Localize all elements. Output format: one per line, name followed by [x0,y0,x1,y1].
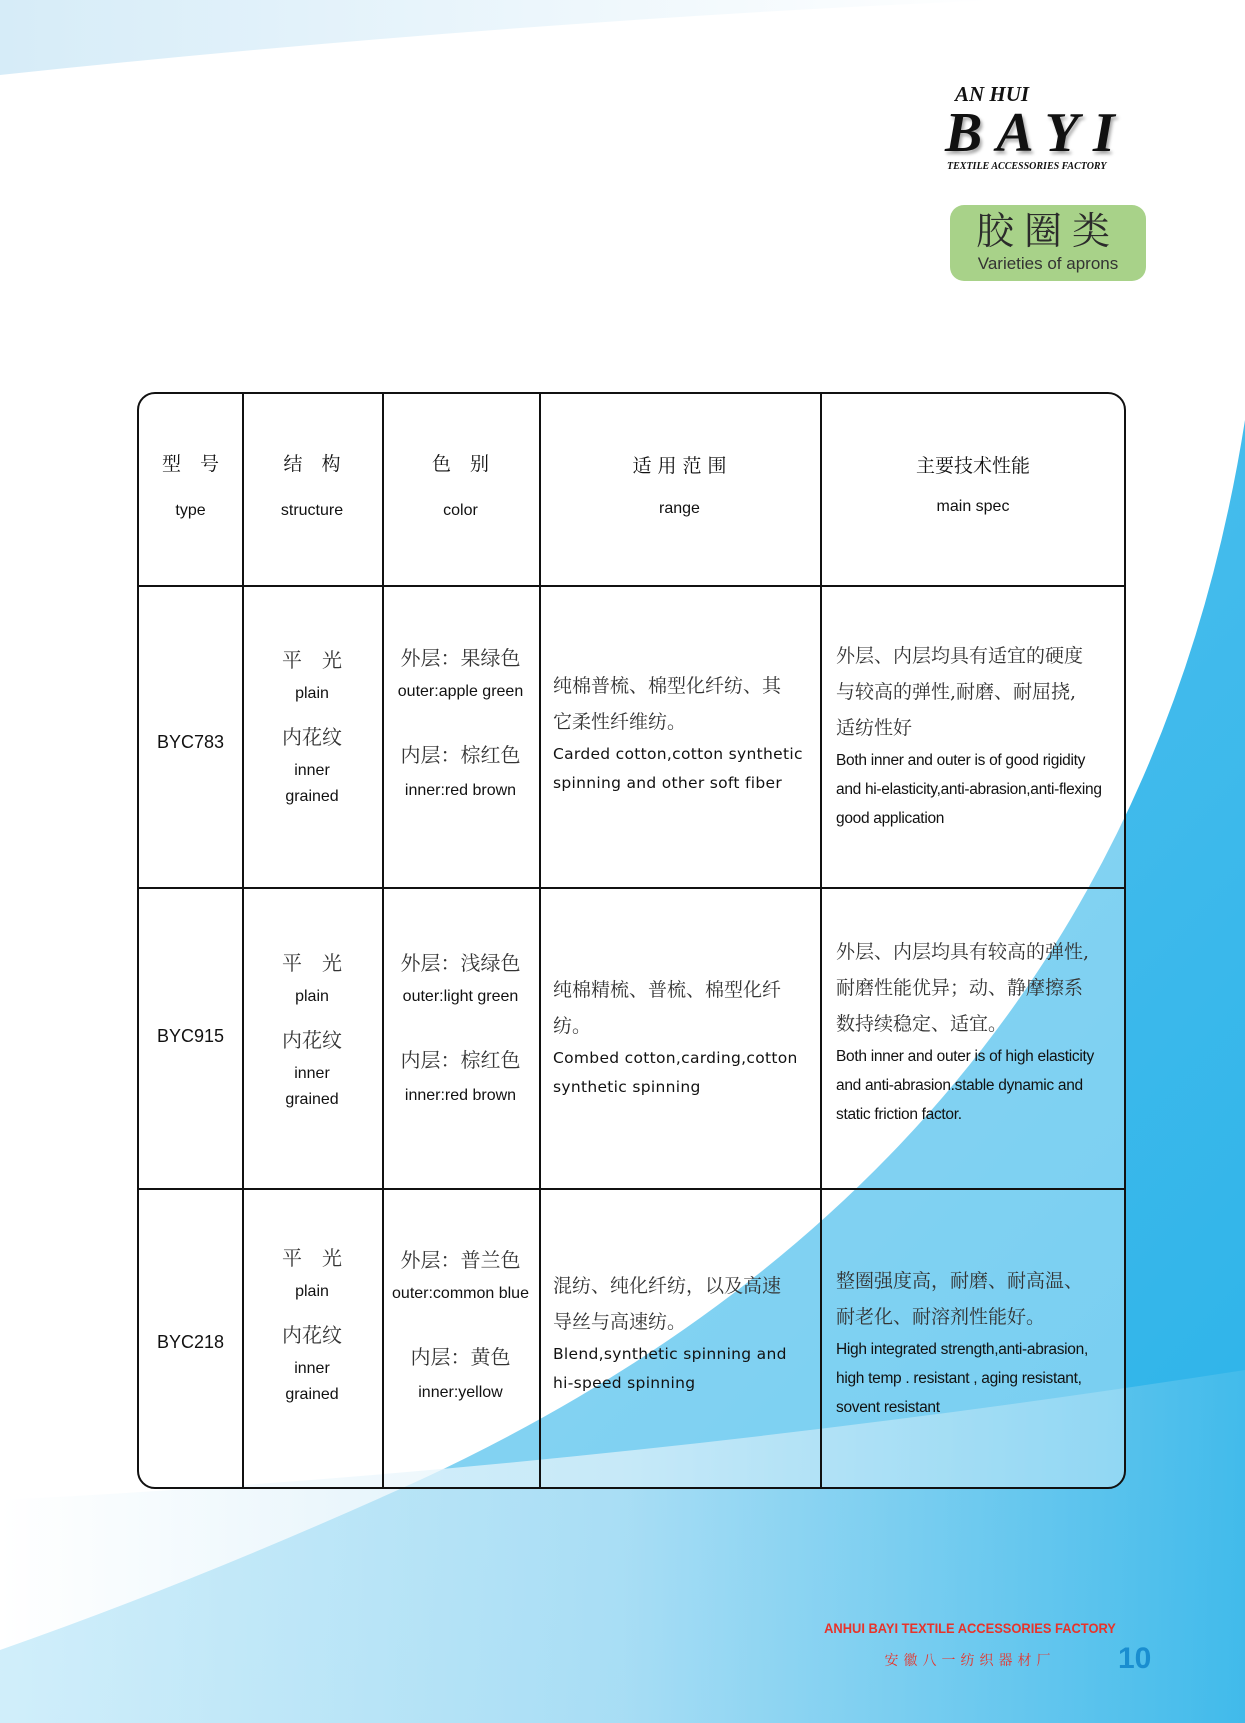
spec-cn: 外层、内层均具有较高的弹性, [836,941,1090,963]
header-en: color [443,502,478,519]
range-cn: 导丝与高速纺。 [553,1311,687,1333]
page-number: 10 [1118,1642,1152,1675]
row-divider [139,585,1124,587]
spec-cell [836,1263,1124,1422]
header-range [539,451,820,518]
category-badge [950,205,1146,281]
header-type [139,449,242,520]
column-divider [820,394,822,1487]
spec-cn: 与较高的弹性,耐磨、耐屈挠, [836,681,1077,703]
color-inner-en: inner:yellow [418,1384,503,1401]
category-title-cn: 胶圈类 [975,209,1120,253]
structure-en: plain [295,685,329,702]
spec-cn: 整圈强度高，耐磨、耐高温、 [836,1270,1084,1292]
row-divider [139,887,1124,889]
footer-company-en: ANHUI BAYI TEXTILE ACCESSORIES FACTORY [824,1620,1116,1636]
spec-cell [836,638,1124,833]
color-outer-cn: 外层：果绿色 [400,646,521,670]
color-outer-cn: 外层：浅绿色 [400,951,521,975]
spec-en: static friction factor. [836,1106,962,1123]
structure-cn: 内花纹 [282,725,342,749]
structure-cell [242,644,382,806]
color-inner-cn: 内层：棕红色 [400,1048,521,1072]
column-divider [539,394,541,1487]
spec-cn: 适纺性好 [836,717,913,739]
range-en: Blend,synthetic spinning and [553,1345,787,1363]
structure-cn: 内花纹 [282,1028,342,1052]
structure-cn: 平 光 [282,1246,342,1270]
type-cell: BYC783 [156,732,225,752]
color-outer-en: outer:apple green [397,683,524,700]
color-cell [382,947,539,1105]
header-en: range [659,500,700,517]
footer-company-cn: 安徽八一纺织器材厂 [884,1653,1056,1669]
spec-cn: 数持续稳定、适宜。 [836,1013,1008,1035]
category-title-en: Varieties of aprons [977,254,1119,273]
spec-en: and anti-abrasion.stable dynamic and [836,1077,1083,1094]
row-divider [139,1188,1124,1190]
header-cn: 色 别 [431,453,489,475]
range-cn: 混纺、纯化纤纺，以及高速 [553,1275,782,1297]
range-cn: 纯棉普梳、棉型化纤纺、其 [553,675,782,697]
company-logo [945,83,1145,172]
spec-en: sovent resistant [836,1399,940,1416]
spec-cn: 耐老化、耐溶剂性能好。 [836,1306,1046,1328]
header-color [382,449,539,520]
color-outer-en: outer:light green [402,988,519,1005]
range-cell [553,668,815,798]
structure-en: inner [294,1065,330,1082]
type-cell: BYC915 [156,1026,225,1046]
structure-en: grained [285,1386,339,1403]
header-main-spec [820,451,1126,516]
type-cell: BYC218 [156,1332,225,1352]
color-inner-en: inner:red brown [404,1087,517,1104]
header-cn: 结 构 [283,453,341,475]
structure-en: inner [294,762,330,779]
range-en: Carded cotton,cotton synthetic [553,745,803,763]
structure-cell [242,947,382,1109]
header-en: main spec [936,498,1010,515]
range-en: Combed cotton,carding,cotton [553,1049,798,1067]
logo-main-text: BAYI [945,102,1129,164]
spec-table [137,392,1126,1489]
color-outer-en: outer:common blue [392,1285,529,1302]
range-en: spinning and other soft fiber [553,774,783,792]
structure-en: plain [295,988,329,1005]
logo-top-text: AN HUI [955,82,1030,106]
range-en: hi-speed spinning [553,1374,696,1392]
spec-en: and hi-elasticity,anti-abrasion,anti-flexing [836,781,1102,798]
logo-sub-text: TEXTILE ACCESSORIES FACTORY [947,161,1107,172]
header-cn: 适 用 范 围 [632,455,727,477]
header-en: type [175,502,206,519]
header-cn: 主要技术性能 [915,455,1030,477]
structure-cn: 平 光 [282,648,342,672]
range-cell [553,972,815,1102]
structure-en: grained [285,1091,339,1108]
color-inner-cn: 内层：黄色 [410,1345,511,1369]
color-outer-cn: 外层：普兰色 [400,1248,521,1272]
color-cell [382,642,539,800]
spec-cell [836,934,1124,1129]
spec-en: Both inner and outer is of high elasticity [836,1048,1094,1065]
structure-en: plain [295,1283,329,1300]
header-structure [242,449,382,520]
top-left-swoosh [0,0,1000,75]
spec-cn: 耐磨性能优异；动、静摩擦系 [836,977,1084,999]
range-cn: 它柔性纤维纺。 [553,711,687,733]
spec-en: Both inner and outer is of good rigidity [836,752,1086,769]
color-cell [382,1244,539,1402]
range-cn: 纯棉精梳、普梳、棉型化纤 [553,979,782,1001]
color-inner-en: inner:red brown [404,782,517,799]
header-cn: 型 号 [161,453,219,475]
color-inner-cn: 内层：棕红色 [400,743,521,767]
header-en: structure [280,502,344,519]
spec-en: High integrated strength,anti-abrasion, [836,1341,1088,1358]
range-en: synthetic spinning [553,1078,701,1096]
structure-en: inner [294,1360,330,1377]
spec-cn: 外层、内层均具有适宜的硬度 [836,645,1084,667]
structure-cn: 平 光 [282,951,342,975]
structure-cell [242,1242,382,1404]
structure-en: grained [285,788,339,805]
range-cell [553,1268,815,1398]
structure-cn: 内花纹 [282,1323,342,1347]
spec-en: high temp . resistant , aging resistant, [836,1370,1082,1387]
range-cn: 纺。 [553,1015,592,1037]
spec-en: good application [836,810,945,827]
